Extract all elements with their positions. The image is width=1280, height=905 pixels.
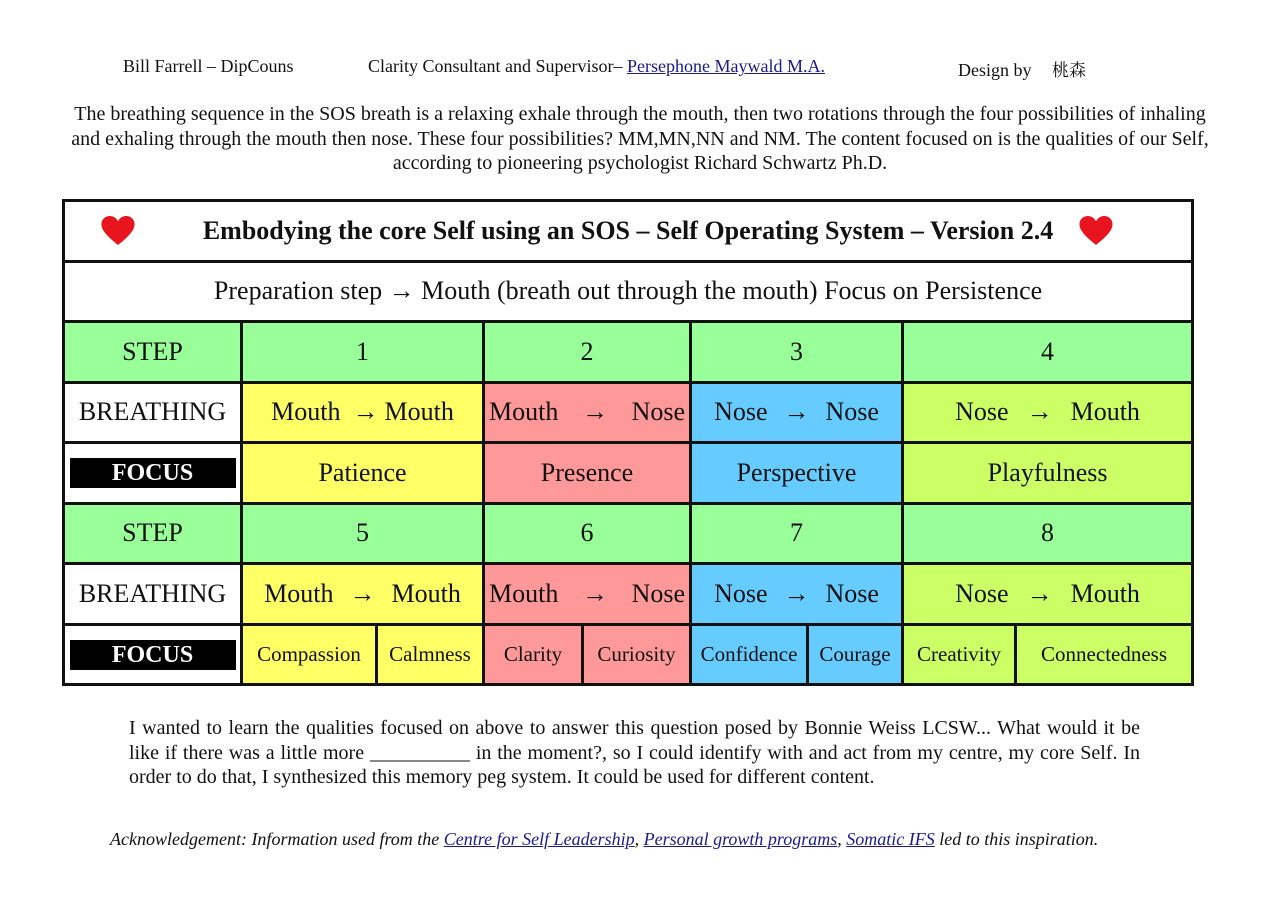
- breathing-nose-nose: [691, 382, 903, 443]
- header-line: [0, 56, 1280, 82]
- step-number: 8: [903, 503, 1193, 564]
- focus-label-cell: [64, 443, 242, 504]
- focus-quality: Patience: [242, 443, 484, 504]
- focus-quality: Confidence: [691, 624, 808, 685]
- link-somatic-ifs[interactable]: Somatic IFS: [846, 829, 935, 849]
- focus-label: FOCUS: [70, 640, 236, 670]
- designer-name: 桃森: [1052, 61, 1086, 81]
- step-label: STEP: [64, 503, 242, 564]
- intro-paragraph: The breathing sequence in the SOS breath is a relaxing exhale through the mouth, then two rotations through the four possibilities of inhaling and exhaling through the mouth then nose. These four possibilities? MM,MN,NN and NM. The content focused on is the qualities of our Self, according to pioneering psychologist Richard Schwartz Ph.D.: [71, 103, 1209, 174]
- step-label: STEP: [64, 322, 242, 383]
- heart-icon: [101, 216, 135, 246]
- link-centre-self-leadership[interactable]: Centre for Self Leadership: [443, 829, 635, 849]
- breath-from: Nose: [955, 578, 1009, 608]
- design-by-label: Design by: [958, 60, 1032, 80]
- step-number: 1: [242, 322, 484, 383]
- breathing-nose-nose: [691, 564, 903, 625]
- table-title-cell: [64, 201, 1193, 262]
- acknowledgement: [110, 829, 1210, 850]
- arrow-icon: →: [783, 578, 810, 608]
- focus-quality: Perspective: [691, 443, 903, 504]
- breathing-mouth-mouth: [242, 564, 484, 625]
- step-number: 2: [484, 322, 691, 383]
- focus-quality: Clarity: [484, 624, 583, 685]
- body-paragraph: I wanted to learn the qualities focused on above to answer this question posed by Bonnie Weiss LCSW... What would it be like if there was a little more __________ in the moment?, so I could identify with and act from my centre, my core Self. In order to do that, I synthesized this memory peg system. It could be used for different content.: [129, 717, 1140, 788]
- arrow-icon: →: [581, 397, 608, 427]
- step-number: 4: [903, 322, 1193, 383]
- breathing-nose-mouth: [903, 564, 1193, 625]
- ack-suffix: led to this inspiration.: [939, 829, 1099, 849]
- breath-to: Mouth: [1070, 578, 1140, 608]
- ack-prefix: Acknowledgement: Information used from the: [110, 829, 440, 849]
- design-credit: [958, 56, 1086, 81]
- step-number: 5: [242, 503, 484, 564]
- focus-quality: Calmness: [377, 624, 484, 685]
- breathing-label: BREATHING: [64, 564, 242, 625]
- focus-label: FOCUS: [70, 458, 236, 488]
- focus-quality: Connectedness: [1016, 624, 1193, 685]
- focus-quality: Presence: [484, 443, 691, 504]
- focus-quality: Compassion: [242, 624, 377, 685]
- breathing-mouth-mouth: [242, 382, 484, 443]
- breath-from: Mouth: [489, 397, 559, 427]
- step-number: 7: [691, 503, 903, 564]
- step-number: 6: [484, 503, 691, 564]
- breath-to: Mouth: [1070, 397, 1140, 427]
- breath-from: Mouth: [489, 578, 559, 608]
- arrow-icon: →: [1026, 397, 1053, 427]
- breath-from: Mouth: [271, 397, 341, 427]
- breath-to: Mouth: [391, 578, 461, 608]
- breathing-mouth-nose: [484, 564, 691, 625]
- arrow-icon: →: [349, 578, 376, 608]
- breathing-mouth-nose: [484, 382, 691, 443]
- breathing-label: BREATHING: [64, 382, 242, 443]
- link-personal-growth[interactable]: Personal growth programs: [643, 829, 838, 849]
- focus-quality: Playfulness: [903, 443, 1193, 504]
- arrow-icon: →: [352, 397, 379, 427]
- breath-to: Nose: [631, 578, 685, 608]
- breath-to: Mouth: [384, 397, 454, 427]
- arrow-icon: →: [783, 397, 810, 427]
- focus-quality: Courage: [808, 624, 903, 685]
- heart-icon: [1079, 216, 1113, 246]
- breath-from: Nose: [714, 578, 768, 608]
- arrow-icon: →: [581, 578, 608, 608]
- ack-separator: ,: [837, 829, 842, 849]
- breath-to: Nose: [631, 397, 685, 427]
- sos-table: [62, 199, 1194, 686]
- breath-from: Mouth: [264, 578, 334, 608]
- consultant-credit: [368, 56, 825, 77]
- breath-to: Nose: [825, 578, 879, 608]
- arrow-icon: →: [1026, 578, 1053, 608]
- consultant-prefix: Clarity Consultant and Supervisor–: [368, 56, 623, 76]
- step-number: 3: [691, 322, 903, 383]
- breath-to: Nose: [825, 397, 879, 427]
- focus-label-cell: [64, 624, 242, 685]
- ack-separator: ,: [634, 829, 640, 849]
- author-credit: Bill Farrell – DipCouns: [123, 56, 294, 76]
- breath-from: Nose: [714, 397, 768, 427]
- focus-quality: Curiosity: [583, 624, 691, 685]
- breath-from: Nose: [955, 397, 1009, 427]
- table-title: Embodying the core Self using an SOS – Self Operating System – Version 2.4: [202, 215, 1054, 245]
- consultant-link[interactable]: Persephone Maywald M.A.: [626, 56, 825, 76]
- focus-quality: Creativity: [903, 624, 1016, 685]
- preparation-step: Preparation step → Mouth (breath out through the mouth) Focus on Persistence: [64, 261, 1193, 322]
- breathing-nose-mouth: [903, 382, 1193, 443]
